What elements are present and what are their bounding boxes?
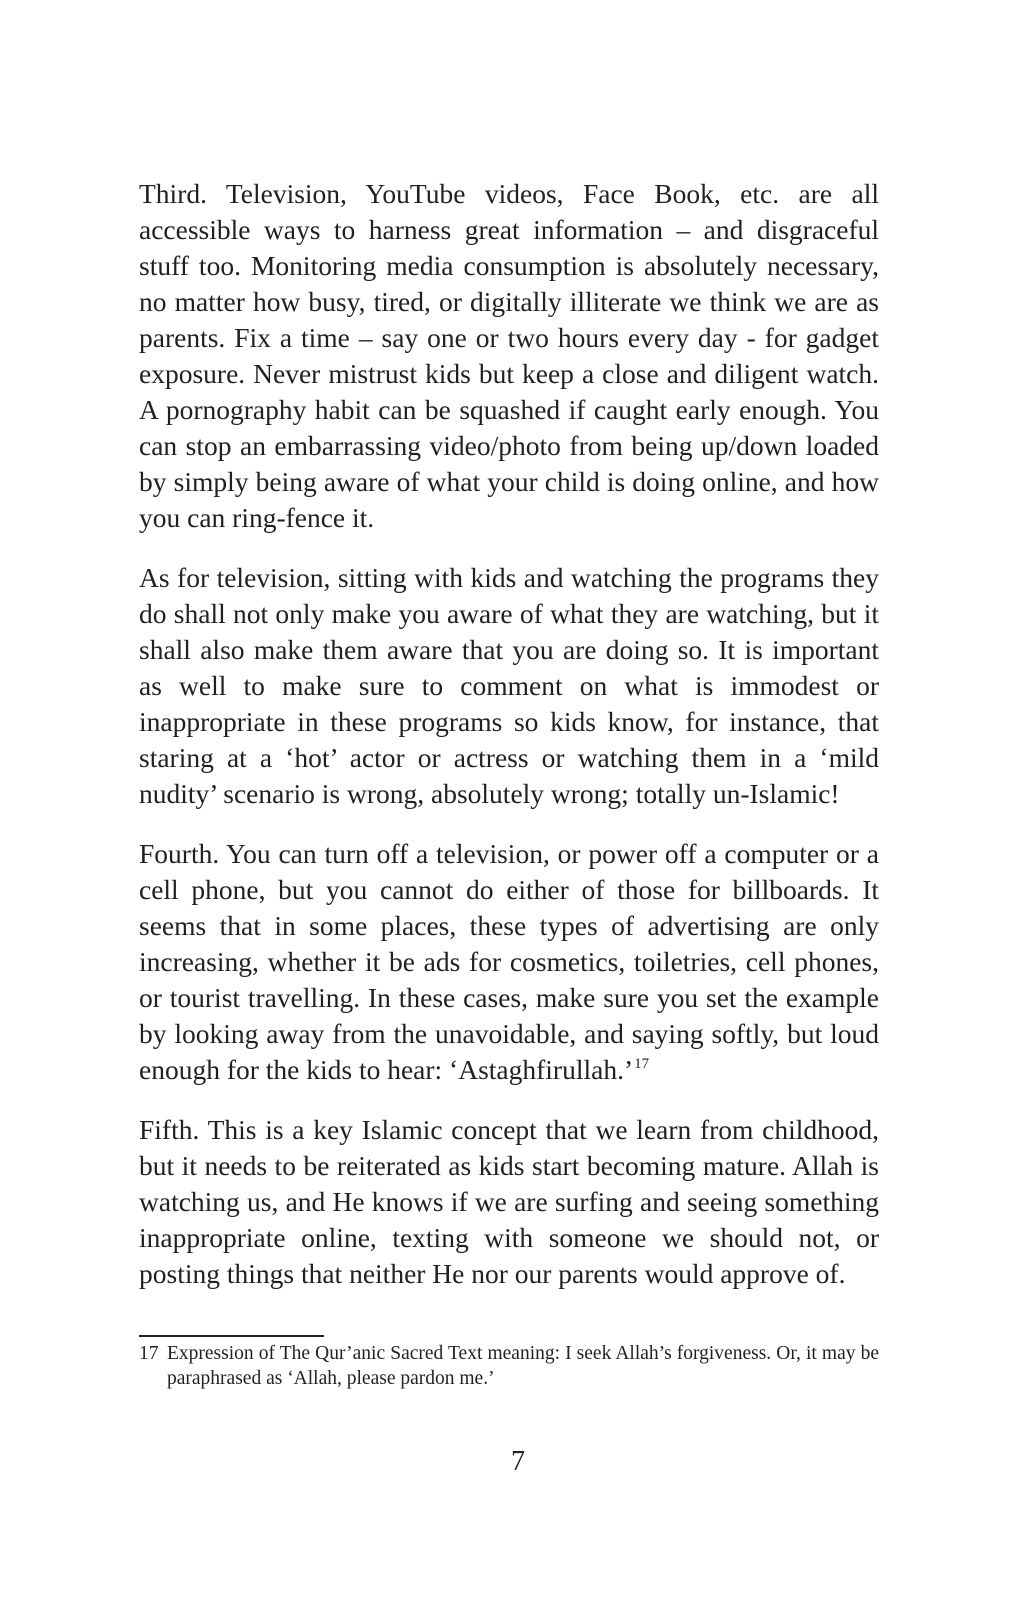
body-text [139,176,879,1316]
footnote-divider [139,1335,324,1337]
footnote-text: Expression of The Qur’anic Sacred Text meaning: I seek Allah’s forgiveness. Or, it may be paraphrased as ‘Allah, please pardon me.’ [167,1343,879,1389]
paragraph-television: As for television, sitting with kids and watching the programs they do shall not only make you aware of what they are watching, but it shall also make them aware that you are doing so. It is important as well to make sure to comment on what is immodest or inappropriate in these programs so kids know, for instance, that staring at a ‘hot’ actor or actress or watching them in a ‘mild nudity’ scenario is wrong, absolutely wrong; totally un-Islamic! [139,562,879,809]
footnote-number: 17 [139,1343,159,1364]
footnote-reference[interactable]: 17 [634,1056,650,1072]
paragraph-fourth-text: Fourth. You can turn off a television, or power off a computer or a cell phone, but you cannot do either of those for billboards. It seems that in some places, these types of advertising are only increasing, whether it be ads for cosmetics, toiletries, cell phones, or tourist travelling. In these cases, make sure you set the example by looking away from the unavoidable, and saying softly, but loud enough for the kids to hear: ‘Astaghfirullah.’ [139,838,879,1085]
footnote [139,1341,879,1391]
paragraph-fourth [139,836,879,1088]
paragraph-third: Third. Television, YouTube videos, Face Book, etc. are all accessible ways to harness great information – and disgraceful stuff too. Monitoring media consumption is absolutely necessary, no matter how busy, tired, or digitally illiterate we think we are as parents. Fix a time – say one or two hours every day - for gadget exposure. Never mistrust kids but keep a close and diligent watch. A pornography habit can be squashed if caught early enough. You can stop an embarrassing video/photo from being up/down loaded by simply being aware of what your child is doing online, and how you can ring-fence it. [139,178,879,533]
paragraph-fifth: Fifth. This is a key Islamic concept that we learn from childhood, but it needs to be reiterated as kids start becoming mature. Allah is watching us, and He knows if we are surfing and seeing something inappropriate online, texting with someone we should not, or posting things that neither He nor our parents would approve of. [139,1114,879,1289]
page-number: 7 [511,1446,525,1477]
